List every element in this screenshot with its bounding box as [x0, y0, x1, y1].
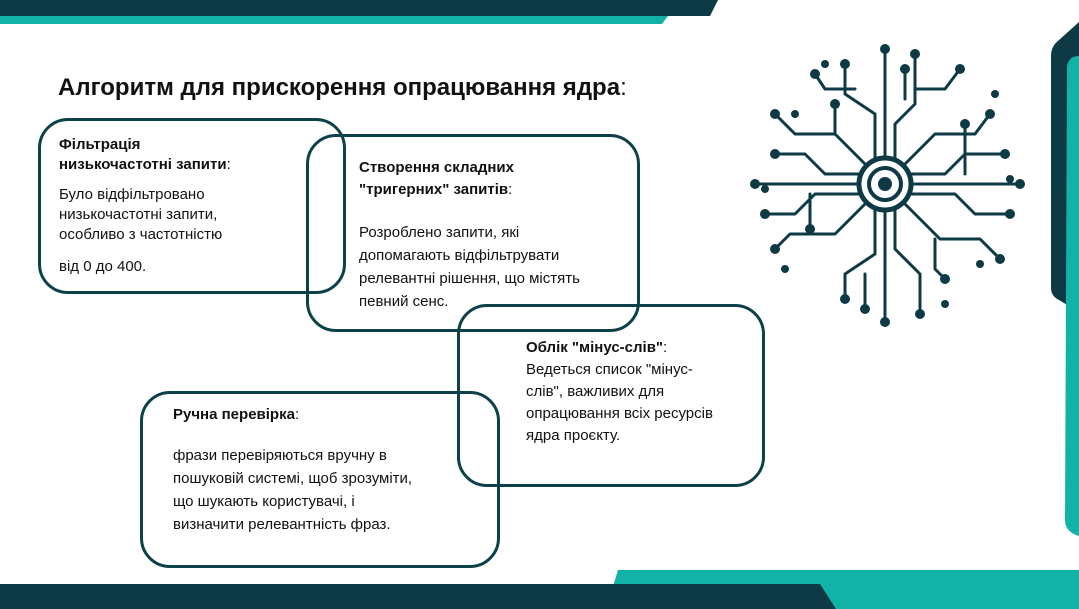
page-title: [58, 74, 627, 102]
card-minus-words-body: [526, 359, 762, 447]
card-trigger-queries-body-line: Розроблено запити, які: [359, 224, 520, 241]
card-trigger-queries-body: [359, 221, 637, 313]
card-filtering-body-line: низькочастотні запити,: [59, 206, 218, 223]
card-trigger-queries: [306, 134, 640, 332]
top-decor-bars: [0, 0, 1079, 30]
card-minus-words-body-line: слів", важливих для: [526, 383, 665, 400]
card-minus-words-body-line: Ведеться список "мінус-: [526, 361, 693, 378]
page-title-colon: :: [620, 74, 627, 101]
card-trigger-queries-body-line: релевантні рішення, що містять: [359, 270, 580, 287]
card-filtering-body-line: особливо з частотністю: [59, 226, 223, 243]
card-manual-check-body-line: визначити релевантність фраз.: [173, 516, 391, 533]
card-manual-check-body-line: фрази перевіряються вручну в: [173, 447, 387, 464]
bottom-decor-bars: [0, 560, 1079, 609]
right-decor-bars: [1045, 20, 1079, 540]
card-minus-words-title: Облік "мінус-слів":: [526, 339, 668, 356]
circuit-brain-icon: [745, 42, 1030, 334]
card-filtering-body-line: Було відфільтровано: [59, 186, 205, 203]
card-manual-check-body-line: що шукають користувачі, і: [173, 493, 355, 510]
card-filtering-title-line: Фільтрація: [59, 136, 141, 153]
page-title-text: Алгоритм для прискорення опрацювання ядра: [58, 74, 621, 101]
card-trigger-queries-title-line: "тригерних" запитів:: [359, 181, 513, 198]
card-trigger-queries-body-line: певний сенс.: [359, 293, 449, 310]
card-manual-check-body-line: пошуковій системі, щоб зрозуміти,: [173, 470, 413, 487]
card-manual-check-body: [173, 444, 497, 536]
card-filtering-body: [59, 185, 325, 277]
card-manual-check: [140, 391, 500, 568]
card-filtering-title-line: низькочастотні запити:: [59, 156, 231, 173]
card-minus-words-body-line: ядра проєкту.: [526, 427, 621, 444]
card-trigger-queries-body-line: допомагають відфільтрувати: [359, 247, 560, 264]
card-filtering: [38, 118, 346, 294]
card-minus-words: [457, 304, 765, 487]
card-manual-check-title: Ручна перевірка:: [173, 406, 300, 423]
card-trigger-queries-title-line: Створення складних: [359, 159, 514, 176]
card-trigger-queries-title: [359, 157, 637, 201]
card-minus-words-body-line: опрацювання всіх ресурсів: [526, 405, 713, 422]
card-filtering-body-line: від 0 до 400.: [59, 258, 147, 275]
card-filtering-title: [59, 135, 325, 175]
